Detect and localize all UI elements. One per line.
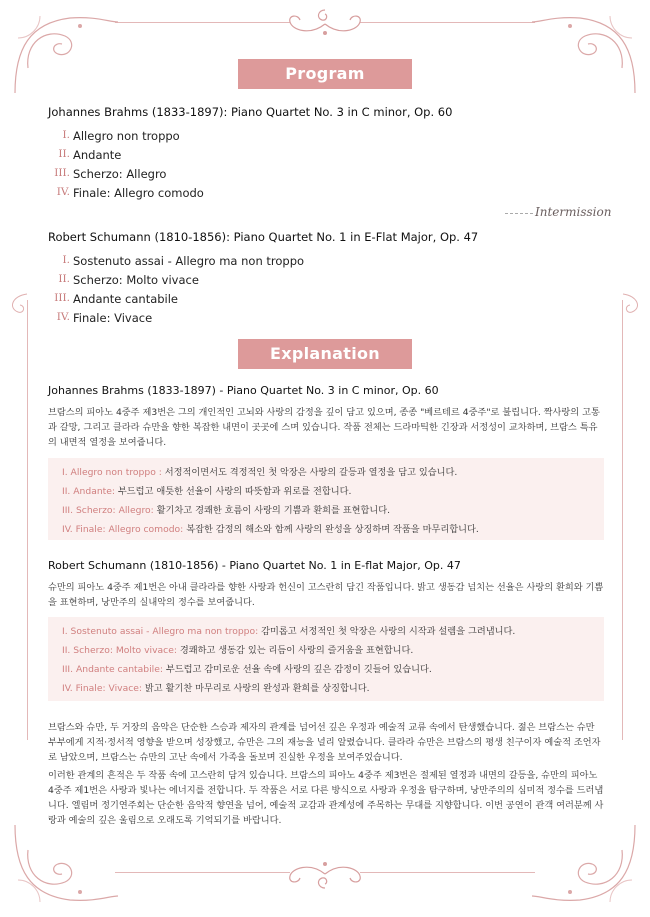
explanation-brahms-title: Johannes Brahms (1833-1897) - Piano Quartet No. 3 in C minor, Op. 60 [48,384,439,397]
list-item: III. Scherzo: Allegro: 활기차고 경쾌한 흐름이 사랑의 기쁨과 환희를 표현합니다. [62,505,391,516]
list-item: II. Andante: 부드럽고 애틋한 선율이 사랑의 따뜻함과 위로를 전합니다. [62,486,352,497]
intermission-divider [505,213,533,214]
side-flourish-right-icon [622,290,646,330]
corner-ornament-bottom-right-icon [530,820,640,910]
closing-paragraph-1: 브람스와 슈만, 두 거장의 음악은 단순한 스승과 제자의 관계를 넘어선 깊은 우정과 예술적 교류 속에서 탄생했습니다. 젊은 브람스는 슈만 부부에게 지적·정서적 영향을 받으며 성장했고, 슈만은 그의 재능을 널리 알렸습니다. 클라라 슈만은 브람스의 평생 친구이자 예술적 조언자로 남았으며, 브람스는 슈만의 고난 속에서 가족을 돌보며 진실한 우정을 보여주었습니다. [48,722,601,763]
program-schumann-title: Robert Schumann (1810-1856): Piano Quartet No. 1 in E-Flat Major, Op. 47 [48,230,479,244]
intermission-label: Intermission [535,205,612,219]
frame-left-line [27,300,28,740]
explanation-brahms-intro: 브람스의 피아노 4중주 제3번은 그의 개인적인 고뇌와 사랑의 감정을 깊이 담고 있으며, 종종 "베르테르 4중주"로 불립니다. 짝사랑의 고통과 갈망, 그리고 클라라 슈만을 향한 복잡한 내면이 곳곳에 스며 있습니다. 작품 전체는 드라마틱한 긴장과 서정성이 교차하며, 브람스 특유의 내면적 열정을 보여줍니다. [48,407,600,448]
frame-right-line [622,300,623,740]
corner-ornament-top-left-icon [10,8,120,98]
closing-paragraph-2: 이러한 관계의 흔적은 두 작품 속에 고스란히 담겨 있습니다. 브람스의 피아노 4중주 제3번은 절제된 열정과 내면의 갈등을, 슈만의 피아노 4중주 제1번은 사랑과 빛나는 에너지를 전합니다. 두 작품은 서로 다른 방식으로 사랑과 우정을 탐구하며, 낭만주의의 심미적 정수를 드러냅니다. 엘림머 정기연주회는 단순한 음악적 향연을 넘어, 예술적 교감과 관계성에 주목하는 무대를 지향합니다. 이번 공연이 관객 여러분께 사랑과 예술의 깊은 울림으로 오래도록 기억되기를 바랍니다. [48,770,604,826]
list-item: II. Scherzo: Molto vivace: 경쾌하고 생동감 있는 리듬이 사랑의 즐거움을 표현합니다. [62,645,414,656]
list-item: I. Sostenuto assai - Allegro ma non troppo: 감미롭고 서정적인 첫 악장은 사랑의 시작과 설렘을 그려냅니다. [62,626,516,637]
side-flourish-left-icon [4,290,28,330]
explanation-schumann-title: Robert Schumann (1810-1856) - Piano Quartet No. 1 in E-flat Major, Op. 47 [48,559,461,572]
frame-bottom-line-left [115,872,290,873]
program-brahms-title: Johannes Brahms (1833-1897): Piano Quartet No. 3 in C minor, Op. 60 [48,105,453,119]
frame-top-line-left [115,22,290,23]
frame-bottom-line-right [360,872,535,873]
explanation-schumann-intro: 슈만의 피아노 4중주 제1번은 아내 클라라를 향한 사랑과 헌신이 고스란히 담긴 작품입니다. 밝고 생동감 넘치는 선율은 사랑의 환희와 기쁨을 표현하며, 낭만주의 실내악의 정수를 보여줍니다. [48,582,604,608]
bottom-center-flourish-icon [280,852,370,892]
list-item: I. Allegro non troppo : 서정적이면서도 격정적인 첫 악장은 사랑의 갈등과 열정을 담고 있습니다. [62,467,458,478]
top-center-flourish-icon [280,6,370,40]
list-item: III. Andante cantabile: 부드럽고 감미로운 선율 속에 사랑의 깊은 감정이 깃들어 있습니다. [62,664,432,675]
explanation-heading: Explanation [238,339,412,369]
schumann-movement-box [48,617,604,701]
corner-ornament-bottom-left-icon [10,820,120,910]
list-item: IV. Finale: Allegro comodo: 복잡한 감정의 해소와 함께 사랑의 완성을 상징하며 작품을 마무리합니다. [62,524,479,535]
frame-top-line-right [360,22,535,23]
list-item: IV. Finale: Vivace: 밝고 활기찬 마무리로 사랑의 완성과 환희를 상징합니다. [62,683,370,694]
program-heading: Program [238,59,412,89]
corner-ornament-top-right-icon [530,8,640,98]
brahms-movement-box [48,458,604,540]
